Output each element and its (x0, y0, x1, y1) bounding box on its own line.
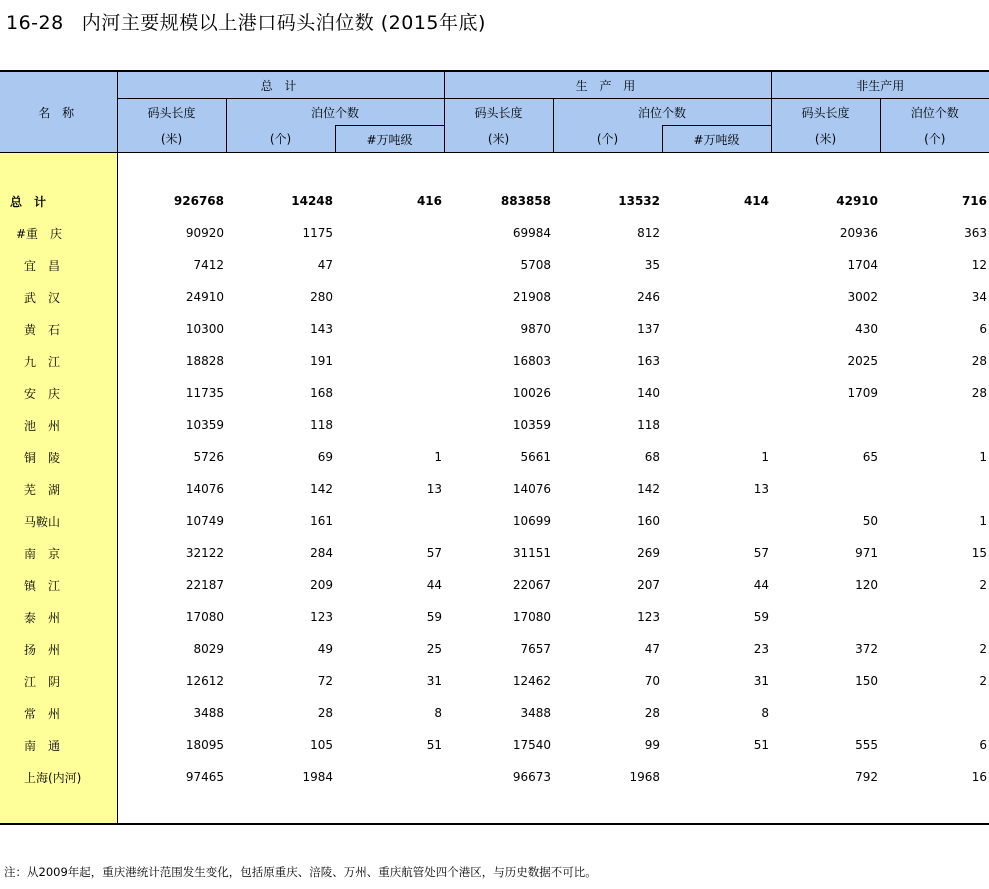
table-row (0, 345, 989, 377)
filler-row (0, 793, 989, 824)
cell: 209 (310, 578, 333, 592)
header-unit-ge: (个) (553, 126, 662, 153)
cell: 31151 (512, 546, 551, 560)
cell: 28 (971, 354, 988, 368)
cell: 12612 (185, 674, 224, 688)
cell (880, 473, 989, 505)
cell: 123 (637, 610, 660, 624)
row-name: 南 通 (0, 729, 117, 761)
cell (662, 217, 771, 249)
cell (771, 601, 880, 633)
table-row (0, 729, 989, 761)
cell: 161 (310, 514, 333, 528)
cell: 6 (979, 322, 988, 336)
cell (662, 409, 771, 441)
cell: 28 (644, 706, 660, 720)
table-header (0, 71, 989, 153)
cell: 1 (979, 514, 988, 528)
cell: 269 (637, 546, 660, 560)
cell: 118 (637, 418, 660, 432)
table-row (0, 377, 989, 409)
table-row (0, 473, 989, 505)
cell: 42910 (836, 194, 878, 208)
table-row (0, 633, 989, 665)
cell (880, 409, 989, 441)
table-row (0, 505, 989, 537)
header-unit-m: (米) (444, 126, 553, 153)
row-name: 铜 陵 (0, 441, 117, 473)
cell: 2025 (847, 354, 878, 368)
table-row (0, 665, 989, 697)
cell: 10749 (185, 514, 224, 528)
cell: 1 (434, 450, 442, 464)
cell: 96673 (512, 770, 551, 784)
cell: 51 (753, 738, 769, 752)
cell: 65 (862, 450, 878, 464)
cell: 6 (979, 738, 988, 752)
cell: 3488 (193, 706, 224, 720)
header-length: 码头长度 (117, 99, 226, 126)
cell: 17540 (512, 738, 551, 752)
row-name: 九 江 (0, 345, 117, 377)
header-berths: 泊位个数 (226, 99, 444, 126)
cell: 69984 (512, 226, 551, 240)
cell: 24910 (185, 290, 224, 304)
cell: 3488 (520, 706, 551, 720)
cell: 90920 (185, 226, 224, 240)
cell: 1704 (847, 258, 878, 272)
cell (662, 313, 771, 345)
cell: 15 (971, 546, 988, 560)
table-row (0, 697, 989, 729)
cell (335, 345, 444, 377)
cell: 150 (855, 674, 878, 688)
cell (771, 473, 880, 505)
cell: 120 (855, 578, 878, 592)
cell (335, 377, 444, 409)
row-name: 镇 江 (0, 569, 117, 601)
cell: 69 (317, 450, 333, 464)
row-name: 上海(内河) (0, 761, 117, 793)
page-title (6, 8, 486, 35)
cell: 1709 (847, 386, 878, 400)
cell (771, 697, 880, 729)
cell: 430 (855, 322, 878, 336)
header-wan-dun: #万吨级 (662, 126, 771, 153)
cell: 44 (753, 578, 769, 592)
cell: 363 (964, 226, 988, 240)
cell: 72 (317, 674, 333, 688)
row-name: 池 州 (0, 409, 117, 441)
header-group-production: 生 产 用 (444, 71, 771, 99)
cell: 25 (426, 642, 442, 656)
cell (335, 409, 444, 441)
cell (771, 409, 880, 441)
cell: 207 (637, 578, 660, 592)
row-name: 江 阴 (0, 665, 117, 697)
cell: 44 (426, 578, 442, 592)
cell: 191 (310, 354, 333, 368)
cell: 20936 (839, 226, 878, 240)
header-unit-m: (米) (771, 126, 880, 153)
cell: 31 (753, 674, 769, 688)
cell: 57 (426, 546, 442, 560)
table-row (0, 249, 989, 281)
cell: 32122 (185, 546, 224, 560)
cell: 12462 (512, 674, 551, 688)
row-name: 总 计 (0, 185, 117, 217)
cell: 143 (310, 322, 333, 336)
cell: 716 (961, 194, 988, 208)
cell: 51 (426, 738, 442, 752)
cell: 284 (310, 546, 333, 560)
cell (662, 249, 771, 281)
row-name: 南 京 (0, 537, 117, 569)
cell: 7412 (193, 258, 224, 272)
table-row (0, 601, 989, 633)
cell: 23 (753, 642, 769, 656)
cell: 16 (971, 770, 988, 784)
table-row (0, 537, 989, 569)
header-length: 码头长度 (771, 99, 880, 126)
cell: 17080 (185, 610, 224, 624)
cell: 555 (855, 738, 878, 752)
cell: 3002 (847, 290, 878, 304)
cell: 13 (753, 482, 769, 496)
cell: 7657 (520, 642, 551, 656)
cell: 10300 (185, 322, 224, 336)
spacer-row (0, 153, 989, 186)
cell: 59 (426, 610, 442, 624)
cell: 28 (971, 386, 988, 400)
cell: 18828 (185, 354, 224, 368)
cell (662, 345, 771, 377)
cell: 14076 (512, 482, 551, 496)
header-length: 码头长度 (444, 99, 553, 126)
cell: 812 (637, 226, 660, 240)
cell: 2 (979, 578, 988, 592)
cell: 1 (979, 450, 988, 464)
cell: 5726 (193, 450, 224, 464)
cell (335, 281, 444, 313)
row-name: 宜 昌 (0, 249, 117, 281)
footnote: 注：从2009年起，重庆港统计范围发生变化，包括原重庆、涪陵、万州、重庆航管处四个港区，与历史数据不可比。 (4, 865, 597, 879)
data-table-container (0, 70, 989, 825)
table-row (0, 761, 989, 793)
cell: 17080 (512, 610, 551, 624)
cell: 13532 (618, 194, 660, 208)
row-name: #重 庆 (0, 217, 117, 249)
cell: 142 (637, 482, 660, 496)
cell: 28 (317, 706, 333, 720)
row-name: 泰 州 (0, 601, 117, 633)
cell: 883858 (500, 194, 551, 208)
header-group-total: 总 计 (117, 71, 444, 99)
cell: 372 (855, 642, 878, 656)
header-berths: 泊位个数 (880, 99, 989, 126)
cell: 70 (644, 674, 660, 688)
cell: 246 (637, 290, 660, 304)
cell: 49 (317, 642, 333, 656)
cell: 5708 (520, 258, 551, 272)
cell: 2 (979, 642, 988, 656)
total-row (0, 185, 989, 217)
row-name: 扬 州 (0, 633, 117, 665)
cell: 926768 (173, 194, 224, 208)
cell: 10359 (512, 418, 551, 432)
cell: 47 (317, 258, 333, 272)
table-row (0, 313, 989, 345)
cell (335, 217, 444, 249)
cell: 414 (743, 194, 769, 208)
cell: 21908 (512, 290, 551, 304)
cell (662, 761, 771, 793)
cell: 68 (644, 450, 660, 464)
cell: 137 (637, 322, 660, 336)
table-number: 16-28 (6, 12, 64, 34)
cell: 35 (644, 258, 660, 272)
cell: 2 (979, 674, 988, 688)
cell: 971 (855, 546, 878, 560)
cell: 22067 (512, 578, 551, 592)
cell: 1175 (302, 226, 333, 240)
cell: 792 (855, 770, 878, 784)
cell: 142 (310, 482, 333, 496)
table-row (0, 409, 989, 441)
cell: 12 (971, 258, 988, 272)
header-unit-m: (米) (117, 126, 226, 153)
cell (662, 377, 771, 409)
table-body (0, 153, 989, 825)
table-row (0, 281, 989, 313)
cell: 1968 (629, 770, 660, 784)
cell: 14076 (185, 482, 224, 496)
table-row (0, 441, 989, 473)
cell: 13 (426, 482, 442, 496)
cell: 8 (761, 706, 769, 720)
cell: 97465 (185, 770, 224, 784)
cell: 118 (310, 418, 333, 432)
cell: 18095 (185, 738, 224, 752)
header-name: 名 称 (0, 71, 117, 153)
cell: 10359 (185, 418, 224, 432)
row-name: 安 庆 (0, 377, 117, 409)
cell: 5661 (520, 450, 551, 464)
cell (335, 505, 444, 537)
table-row (0, 569, 989, 601)
cell: 8 (434, 706, 442, 720)
cell: 99 (644, 738, 660, 752)
row-name: 马鞍山 (0, 505, 117, 537)
table-row (0, 217, 989, 249)
cell: 34 (971, 290, 988, 304)
row-name: 常 州 (0, 697, 117, 729)
cell (335, 249, 444, 281)
cell: 160 (637, 514, 660, 528)
cell: 163 (637, 354, 660, 368)
cell: 14248 (291, 194, 333, 208)
cell: 10699 (512, 514, 551, 528)
header-wan-dun: #万吨级 (335, 126, 444, 153)
cell (662, 281, 771, 313)
table-title: 内河主要规模以上港口码头泊位数 (2015年底) (81, 12, 486, 34)
cell (880, 697, 989, 729)
cell: 9870 (520, 322, 551, 336)
cell: 10026 (512, 386, 551, 400)
cell (335, 761, 444, 793)
header-berths: 泊位个数 (553, 99, 771, 126)
cell: 280 (310, 290, 333, 304)
cell: 105 (310, 738, 333, 752)
cell: 1 (761, 450, 769, 464)
cell: 57 (753, 546, 769, 560)
header-unit-ge: (个) (880, 126, 989, 153)
header-group-nonproduction: 非生产用 (771, 71, 989, 99)
cell (662, 505, 771, 537)
cell: 123 (310, 610, 333, 624)
cell: 16803 (512, 354, 551, 368)
row-name: 芜 湖 (0, 473, 117, 505)
cell: 47 (644, 642, 660, 656)
cell: 59 (753, 610, 769, 624)
row-name: 黄 石 (0, 313, 117, 345)
cell: 8029 (193, 642, 224, 656)
cell: 31 (426, 674, 442, 688)
cell (335, 313, 444, 345)
cell: 168 (310, 386, 333, 400)
cell: 22187 (185, 578, 224, 592)
berth-table (0, 70, 989, 825)
row-name: 武 汉 (0, 281, 117, 313)
cell (880, 601, 989, 633)
cell: 50 (862, 514, 878, 528)
cell: 416 (416, 194, 442, 208)
cell: 11735 (185, 386, 224, 400)
header-unit-ge: (个) (226, 126, 335, 153)
cell: 140 (637, 386, 660, 400)
cell: 1984 (302, 770, 333, 784)
